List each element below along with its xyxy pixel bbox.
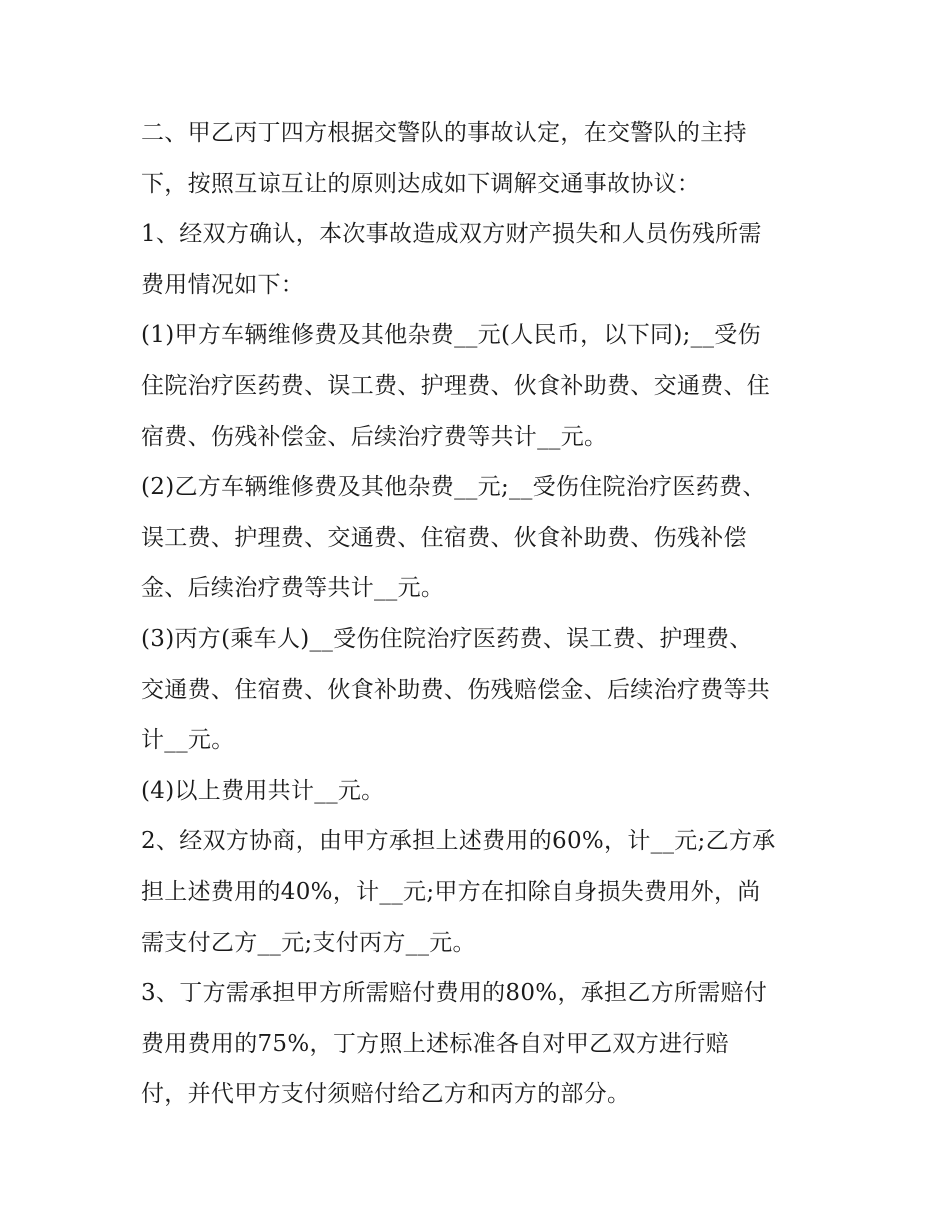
paragraph-line: 计__元。 bbox=[141, 727, 235, 754]
paragraph-line: 宿费、伤残补偿金、后续治疗费等共计__元。 bbox=[141, 423, 608, 450]
paragraph-line: (1)甲方车辆维修费及其他杂费__元(人民币，以下同);__受伤 bbox=[141, 322, 761, 349]
document-body bbox=[141, 108, 821, 1120]
paragraph-line: (3)丙方(乘车人)__受伤住院治疗医药费、误工费、护理费、 bbox=[141, 625, 753, 652]
paragraph-line: 2、经双方协商，由甲方承担上述费用的60%，计__元;乙方承 bbox=[141, 828, 776, 855]
paragraph-line: 3、丁方需承担甲方所需赔付费用的80%，承担乙方所需赔付 bbox=[141, 980, 768, 1007]
paragraph-line: 费用情况如下： bbox=[141, 271, 305, 298]
paragraph-line: 交通费、住宿费、伙食补助费、伤残赔偿金、后续治疗费等共 bbox=[141, 676, 771, 703]
paragraph-line: 费用费用的75%，丁方照上述标准各自对甲乙双方进行赔 bbox=[141, 1030, 729, 1057]
paragraph-line: 二、甲乙丙丁四方根据交警队的事故认定，在交警队的主持 bbox=[141, 120, 747, 146]
paragraph-line: 需支付乙方__元;支付丙方__元。 bbox=[141, 929, 476, 956]
paragraph-line: 误工费、护理费、交通费、住宿费、伙食补助费、伤残补偿 bbox=[141, 524, 747, 551]
paragraph-line: 住院治疗医药费、误工费、护理费、伙食补助费、交通费、住 bbox=[141, 372, 771, 399]
paragraph-line: (4)以上费用共计__元。 bbox=[141, 777, 385, 804]
paragraph-line: 下，按照互谅互让的原则达成如下调解交通事故协议： bbox=[141, 170, 701, 197]
paragraph-line: 金、后续治疗费等共计__元。 bbox=[141, 575, 445, 602]
paragraph-line: (2)乙方车辆维修费及其他杂费__元;__受伤住院治疗医药费、 bbox=[141, 474, 766, 501]
paragraph-line: 付，并代甲方支付须赔付给乙方和丙方的部分。 bbox=[141, 1081, 631, 1108]
paragraph-line: 1、经双方确认，本次事故造成双方财产损失和人员伤残所需 bbox=[141, 221, 762, 248]
paragraph-line: 担上述费用的40%，计__元;甲方在扣除自身损失费用外，尚 bbox=[141, 878, 761, 905]
